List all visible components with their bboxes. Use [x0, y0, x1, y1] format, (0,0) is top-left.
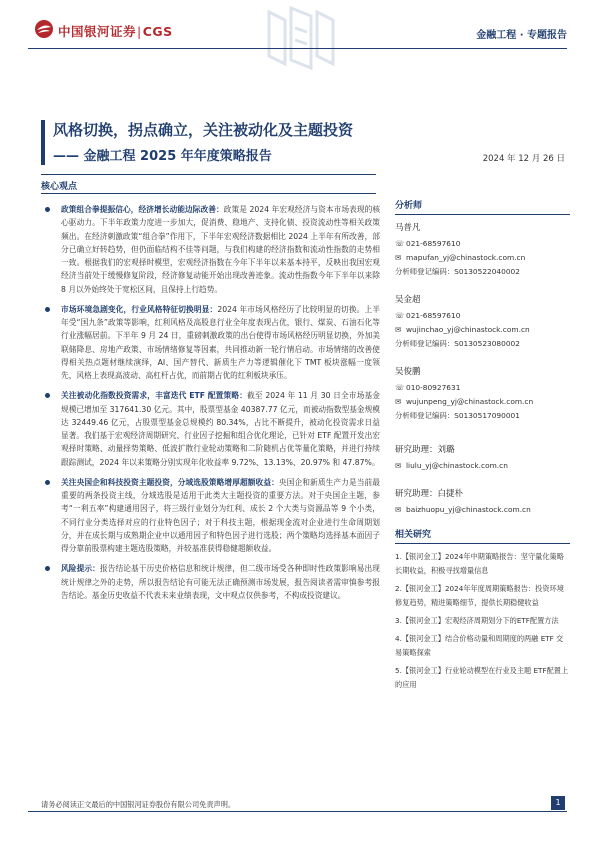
- assistant-card: [395, 443, 570, 473]
- analyst-email[interactable]: wujinchao_yj@chinastock.com.cn: [406, 325, 530, 334]
- report-date: 2024 年 12 月 26 日: [482, 154, 565, 164]
- point-heading: 关注被动化指数投资需求，丰富迭代 ETF 配置策略：: [61, 391, 248, 401]
- email-icon: ✉: [395, 253, 402, 262]
- bullet-icon: [45, 307, 50, 312]
- analyst-card: [395, 365, 570, 423]
- report-title: 风格切换，拐点确立，关注被动化及主题投资: [53, 121, 354, 139]
- brand-logo-text: 中国银河证券|CGS: [58, 24, 173, 39]
- footer-disclaimer: 请务必阅读正文最后的中国银河证券股份有限公司免责声明。: [41, 800, 236, 809]
- analyst-phone: 021-68597610: [406, 311, 461, 320]
- core-point: [41, 389, 380, 469]
- analyst-card: [395, 293, 570, 351]
- core-views-heading: 核心观点: [41, 182, 78, 192]
- point-body: 央国企和新质生产力是当前最重要的两条投资主线，分域选股是适用于此类大主题投资的重要方法。对于央国企主题，参考“一利五率”构建通用因子，将三级行业划分为红利、成长 2 个大类与资源品等 9 个小类，不同行业分类选择对应的行业特色因子；对于科技主题，根据现金流对企业进行生命周期划分，并在成长期与成熟期企业中以通用因子和特色因子进行选股；两个策略均选择基本面因子得分靠前股票构建主题选股策略，并较基准获得稳健超额收益。: [61, 477, 380, 553]
- related-research-link[interactable]: 5.【银河金工】行业轮动模型在行业及主题 ETF配置上的应用: [395, 666, 569, 689]
- analyst-cert: 分析师登记编码：S0130523080002: [395, 339, 520, 348]
- phone-icon: ☏: [395, 239, 405, 248]
- email-icon: ✉: [395, 325, 402, 334]
- bullet-icon: [45, 393, 50, 398]
- cgs-watermark-icon: [265, 4, 337, 72]
- assistant-email[interactable]: liulu_yj@chinastock.com.cn: [406, 461, 508, 470]
- assistant-email[interactable]: baizhuopu_yj@chinastock.com.cn: [406, 505, 531, 514]
- footer-divider: [28, 811, 567, 812]
- point-body: 2024 年市场风格经历了比较明显的切换。上半年受“国九条”政策等影响，红利风格及高股息行业全年度表现占优，银行、煤炭、石油石化等行业涨幅居前。下半年 9 月 24 日，重磅刺激政策的出台使得市场风格经历明显切换，外加美联储降息、房地产政策、市场情绪修复等因素，共同推动新一轮行情启动。市场情绪的改善使得相关热点题材继续演绎，AI、国产替代、新质生产力等逻辑催化下 TMT 板块涨幅一度领先，风格上表现高波动、高杠杆占优，而前期占优的红利板块承压。: [61, 304, 380, 380]
- analyst-name: 吴金超: [395, 295, 421, 305]
- related-research-link[interactable]: 4.【银河金工】结合价格动量和周期度的两融 ETF 交易策略探索: [395, 634, 564, 657]
- point-heading: 关注央国企和科技投资主题投资，分域选股策略增厚超额收益：: [61, 477, 279, 487]
- analyst-phone: 021-68597610: [406, 239, 461, 248]
- point-heading: 市场环境急剧变化，行业风格特征切换明显：: [61, 304, 218, 314]
- email-icon: ✉: [395, 397, 402, 406]
- analyst-phone: 010-80927631: [406, 383, 461, 392]
- title-accent-bar: [41, 120, 45, 165]
- analyst-heading: 分析师: [395, 198, 570, 215]
- analyst-cert: 分析师登记编码：S0130517090001: [395, 411, 520, 420]
- section-divider: [41, 193, 376, 194]
- email-icon: ✉: [395, 461, 402, 470]
- related-research-link[interactable]: 2.【银河金工】2024年年度周期策略报告：投资环境修复趋势，精进策略细节，提供长期稳健收益: [395, 584, 564, 607]
- core-point: [41, 562, 380, 602]
- phone-icon: ☏: [395, 383, 405, 392]
- core-point: [41, 476, 380, 556]
- report-type: 金融工程 · 专题报告: [476, 30, 567, 41]
- email-icon: ✉: [395, 505, 402, 514]
- bullet-icon: [45, 480, 50, 485]
- point-body: 报告结论基于历史价格信息和统计规律，但二级市场受各种即时性政策影响易出现统计规律之外的走势，所以报告结论有可能无法正确预测市场发展，报告阅读者需审慎参考报告结论。基金历史收益不代表未来业绩表现，文中观点仅供参考，不构成投资建议。: [61, 564, 380, 600]
- analyst-name: 马普凡: [395, 223, 421, 233]
- logo-icon: [34, 19, 54, 39]
- page-number: 1: [551, 796, 565, 810]
- related-research-heading: 相关研究: [395, 527, 570, 544]
- logo-brand: CGS: [142, 24, 173, 39]
- point-heading: 风险提示：: [61, 564, 100, 574]
- analyst-name: 吴俊鹏: [395, 367, 421, 377]
- related-research-link[interactable]: 3.【银河金工】宏观经济周期划分下的ETF配置方法: [395, 616, 559, 625]
- related-research-link[interactable]: 1.【银河金工】2024年中期策略报告：坚守量化策略长期收益，积极寻找增量信息: [395, 552, 564, 575]
- report-subtitle: —— 金融工程 2025 年年度策略报告: [53, 149, 272, 164]
- analyst-cert: 分析师登记编码：S0130522040002: [395, 267, 520, 276]
- bullet-icon: [45, 207, 50, 212]
- section-divider: [41, 174, 376, 175]
- assistant-name: 研究助理：刘璐: [395, 445, 455, 455]
- related-research-list: [395, 550, 570, 692]
- sidebar: [395, 198, 570, 696]
- analyst-email[interactable]: mapufan_yj@chinastock.com.cn: [406, 253, 526, 262]
- assistant-card: [395, 487, 570, 517]
- core-points-list: [41, 203, 380, 609]
- point-heading: 政策组合拳提振信心，经济增长动能边际改善：: [61, 205, 224, 214]
- core-point: [41, 303, 380, 383]
- logo-company-name: 中国银河证券: [58, 24, 137, 39]
- header-divider: [28, 48, 567, 49]
- bullet-icon: [45, 566, 50, 571]
- phone-icon: ☏: [395, 311, 405, 320]
- assistant-name: 研究助理：白捷朴: [395, 489, 464, 499]
- point-body: 政策是 2024 年宏观经济与资本市场表现的核心驱动力。下半年政策力度进一步加大，促消费、稳地产、支持化债、投资流动性等相关政策频出。在经济刺激政策“组合拳”作用下，下半年宏观经济数据相比 2024 上半年有所改善，部分已确立好转趋势，但仍面临结构不佳等问题，与我们构建的经济指数和流动性指数的走势相一致。根据我们的宏观择时模型，宏观经济指数在今年下半年以来基本持平，反映出我国宏观经济当前处于缓慢修复阶段，经济修复动能开始出现改善迹象。流动性指数今年下半年以来除 8 月以外始终处于宽松区间，且保持上行趋势。: [61, 205, 381, 294]
- analyst-card: [395, 221, 570, 279]
- point-body: 截至 2024 年 11 月 30 日全市场基金规模已增加至 317641.30 亿元。其中，股票型基金 40387.77 亿元，而被动指数型基金规模达 32449.46 亿元，占股票型基金总规模约 80.34%，占比不断提升，被动化投资需求日益显著。我们基于宏观经济周期研究、行业因子挖掘和组合优化理论，已针对 ETF 配置开发出宏观择时策略、动量择势策略、低波扩散行业轮动策略和二阶随机占优等量化策略，并进行持续跟踪测试，2024 年以来策略分别实现年化收益率 9.72%、13.13%、20.97% 和 47.87%。: [61, 391, 380, 467]
- analyst-email[interactable]: wujunpeng_yj@chinastock.com.cn: [406, 397, 534, 406]
- core-point: [41, 203, 380, 296]
